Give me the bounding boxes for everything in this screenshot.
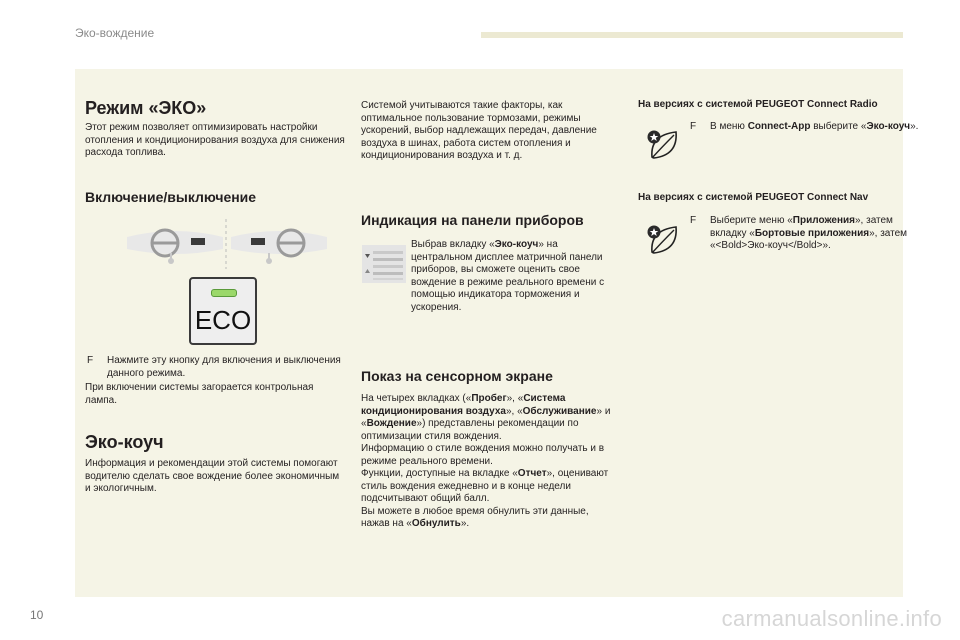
touchscreen-title: Показ на сенсорном экране — [361, 368, 553, 384]
steering-wheel-icon-left — [125, 225, 225, 265]
eco-indicator-lamp — [211, 289, 237, 297]
nav-tab-name: Бортовые приложения — [754, 227, 870, 239]
touch-reset-label: Обнулить — [411, 518, 461, 529]
panel-text-pre: Выбрав вкладку « — [411, 239, 495, 250]
touchscreen-tabs-text — [361, 393, 619, 443]
eco-coach-text: Информация и рекомендации этой системы помогают водителю сделать свое вождение более экономичным и экологичным. — [85, 458, 340, 494]
nav-pre: Выберите меню « — [710, 215, 793, 226]
eco-leaf-icon — [646, 127, 682, 163]
connect-radio-title: На версиях с системой PEUGEOT Connect Radio — [638, 99, 878, 110]
radio-coach-name: Эко-коуч — [866, 121, 911, 132]
factors-text: Системой учитываются такие факторы, как оптимальное пользование тормозами, режимы ускорений, выбор надлежащих передач, давление воздуха в шинах, работа систем отопления и кондиционирования воздуха и т. д. — [361, 100, 597, 161]
touchscreen-report-text — [361, 468, 619, 506]
touch-t10: ». — [460, 518, 470, 529]
touch-t5: ») представлены рекомендации по оптимизации стиля вождения. — [361, 418, 579, 442]
eco-mode-title: Режим «ЭКО» — [85, 98, 207, 118]
radio-mid: выберите « — [810, 121, 867, 132]
connect-radio-instruction — [688, 121, 920, 134]
onoff-title: Включение/выключение — [85, 189, 257, 205]
panel-text-tab: Эко-коуч — [494, 239, 539, 250]
eco-coach-title: Эко-коуч — [85, 432, 164, 452]
touch-t9: Вы можете в любое время обнулить эти данные, нажав на « — [361, 505, 589, 529]
bullet-mark: F — [690, 121, 697, 132]
touch-tab-service: Обслуживание — [522, 405, 597, 417]
touch-tab-climate: Система кондиционирования воздуха — [361, 393, 566, 417]
touch-t1: На четырех вкладках (« — [361, 393, 472, 404]
panel-text-post: » на центральном дисплее матричной панели приборов, вы сможете оценить свое вождение в режиме реального времени с помощью индикатора торможения и ускорения. — [411, 239, 605, 313]
touch-t4: » и « — [361, 405, 611, 429]
watermark: carmanualsonline.info — [721, 606, 942, 631]
page-number: 10 — [30, 608, 44, 622]
connect-radio-text — [710, 121, 920, 134]
bullet-mark: F — [87, 355, 94, 366]
touch-tab-driving: Вождение — [366, 418, 417, 429]
eco-leaf-icon — [646, 222, 682, 258]
touchscreen-realtime-text: Информацию о стиле вождения можно получать и в режиме реального времени. — [361, 443, 605, 467]
page-header-title: Эко-вождение — [75, 26, 155, 40]
press-text: Нажмите эту кнопку для включения и выключения данного режима. — [107, 355, 341, 379]
instrument-panel-text — [411, 239, 619, 314]
eco-button-label: ECO — [194, 305, 252, 335]
touch-t7: Функции, доступные на вкладке « — [361, 468, 518, 479]
nav-apps-name: Приложения — [792, 215, 855, 226]
touch-tab-mileage: Пробег — [471, 393, 507, 404]
touch-t2: », « — [506, 393, 524, 404]
eco-mode-intro: Этот режим позволяет оптимизировать настройки отопления и кондиционирования воздуха для снижения расхода топлива. — [85, 122, 345, 158]
connect-nav-title: На версиях с системой PEUGEOT Connect Nav — [638, 192, 869, 203]
touch-t3: », « — [505, 405, 523, 417]
nav-mid: », затем вкладку « — [710, 215, 893, 239]
touchscreen-reset-text — [361, 506, 619, 531]
press-instruction — [85, 355, 347, 380]
radio-app-name: Connect-App — [747, 121, 811, 132]
bullet-mark: F — [690, 215, 697, 226]
touchscreen-text — [361, 393, 619, 531]
instrument-panel-title: Индикация на панели приборов — [361, 212, 584, 228]
radio-post: ». — [910, 121, 919, 132]
touch-t8: », оценивают стиль вождения ежедневно и в конце недели подсчитывают общий балл. — [361, 468, 609, 504]
nav-post: », затем «<Bold>Эко-коуч</Bold>». — [710, 227, 908, 251]
header-bar — [481, 32, 903, 38]
touch-tab-report: Отчет — [517, 468, 547, 479]
connect-nav-text — [710, 215, 920, 253]
instrument-panel-display-icon — [362, 245, 406, 283]
lamp-text: При включении системы загорается контрольная лампа. — [85, 382, 314, 406]
steering-wheel-icon-right — [229, 225, 329, 265]
content-panel — [75, 69, 919, 597]
eco-button — [189, 277, 257, 345]
divider-dashed — [224, 219, 228, 269]
connect-nav-instruction — [688, 215, 920, 253]
radio-pre: В меню — [710, 121, 748, 132]
